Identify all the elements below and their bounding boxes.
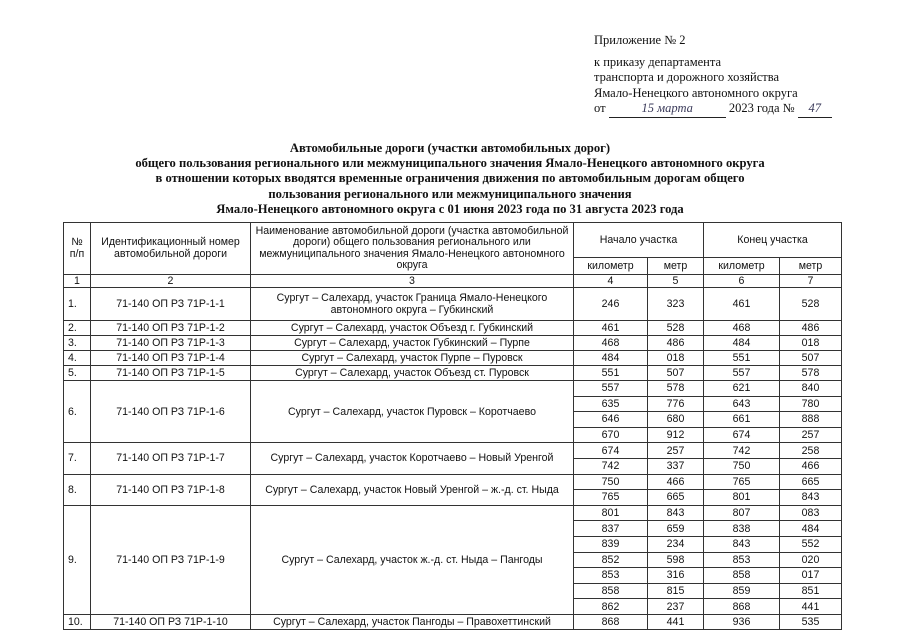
column-number: 6 bbox=[704, 275, 780, 288]
appendix-block bbox=[594, 33, 832, 118]
road-id: 71-140 ОП РЗ 71Р-1-10 bbox=[91, 614, 251, 629]
start-m: 815 bbox=[648, 583, 704, 599]
start-km: 839 bbox=[574, 536, 648, 552]
end-km: 742 bbox=[704, 443, 780, 459]
start-km: 858 bbox=[574, 583, 648, 599]
end-km: 661 bbox=[704, 412, 780, 428]
heading-line: в отношении которых вводятся временные ограничения движения по автомобильным дорогам общего bbox=[155, 171, 745, 186]
start-m: 578 bbox=[648, 381, 704, 397]
start-km: 765 bbox=[574, 490, 648, 506]
start-m: 680 bbox=[648, 412, 704, 428]
row-number: 3. bbox=[64, 336, 91, 351]
road-name: Сургут – Салехард, участок Новый Уренгой – ж.-д. ст. Ныда bbox=[251, 474, 574, 505]
column-numbers-row bbox=[64, 275, 842, 288]
start-m: 323 bbox=[648, 288, 704, 321]
end-m: 528 bbox=[780, 288, 842, 321]
start-m: 486 bbox=[648, 336, 704, 351]
table-row bbox=[64, 336, 842, 351]
end-m: 507 bbox=[780, 351, 842, 366]
end-km: 551 bbox=[704, 351, 780, 366]
start-m: 257 bbox=[648, 443, 704, 459]
end-km: 621 bbox=[704, 381, 780, 397]
appendix-line: Ямало-Ненецкого автономного округа bbox=[594, 85, 798, 100]
start-km: 837 bbox=[574, 521, 648, 537]
table-header bbox=[64, 223, 842, 288]
end-m: 257 bbox=[780, 427, 842, 443]
start-m: 018 bbox=[648, 351, 704, 366]
start-m: 466 bbox=[648, 474, 704, 490]
end-km: 853 bbox=[704, 552, 780, 568]
start-km: 801 bbox=[574, 505, 648, 521]
start-m: 659 bbox=[648, 521, 704, 537]
end-m: 020 bbox=[780, 552, 842, 568]
road-id: 71-140 ОП РЗ 71Р-1-3 bbox=[91, 336, 251, 351]
end-m: 843 bbox=[780, 490, 842, 506]
start-km: 461 bbox=[574, 321, 648, 336]
end-km: 674 bbox=[704, 427, 780, 443]
end-m: 083 bbox=[780, 505, 842, 521]
start-km: 862 bbox=[574, 599, 648, 615]
header-start-km: километр bbox=[574, 258, 648, 275]
end-m: 441 bbox=[780, 599, 842, 615]
end-m: 552 bbox=[780, 536, 842, 552]
header-end-km: километр bbox=[704, 258, 780, 275]
end-km: 750 bbox=[704, 458, 780, 474]
heading-line: Ямало-Ненецкого автономного округа с 01 июня 2023 года по 31 августа 2023 года bbox=[216, 201, 684, 216]
start-km: 852 bbox=[574, 552, 648, 568]
column-number: 5 bbox=[648, 275, 704, 288]
appendix-title: Приложение № 2 bbox=[594, 33, 686, 47]
row-number: 1. bbox=[64, 288, 91, 321]
header-start: Начало участка bbox=[574, 223, 704, 258]
column-number: 4 bbox=[574, 275, 648, 288]
column-number: 3 bbox=[251, 275, 574, 288]
start-km: 557 bbox=[574, 381, 648, 397]
road-id: 71-140 ОП РЗ 71Р-1-5 bbox=[91, 366, 251, 381]
heading-line: Автомобильные дороги (участки автомобильных дорог) bbox=[289, 141, 611, 155]
end-km: 859 bbox=[704, 583, 780, 599]
end-m: 780 bbox=[780, 396, 842, 412]
start-m: 316 bbox=[648, 568, 704, 584]
row-number: 6. bbox=[64, 381, 91, 443]
start-m: 598 bbox=[648, 552, 704, 568]
road-id: 71-140 ОП РЗ 71Р-1-8 bbox=[91, 474, 251, 505]
header-end-m: метр bbox=[780, 258, 842, 275]
end-km: 843 bbox=[704, 536, 780, 552]
start-km: 853 bbox=[574, 568, 648, 584]
table-row bbox=[64, 288, 842, 321]
start-km: 246 bbox=[574, 288, 648, 321]
row-number: 10. bbox=[64, 614, 91, 629]
start-km: 742 bbox=[574, 458, 648, 474]
road-id: 71-140 ОП РЗ 71Р-1-7 bbox=[91, 443, 251, 474]
start-m: 441 bbox=[648, 614, 704, 629]
end-km: 468 bbox=[704, 321, 780, 336]
row-number: 2. bbox=[64, 321, 91, 336]
end-m: 018 bbox=[780, 336, 842, 351]
handwritten-order-number: 47 bbox=[798, 101, 832, 118]
end-km: 643 bbox=[704, 396, 780, 412]
table-row bbox=[64, 381, 842, 397]
road-name: Сургут – Салехард, участок Губкинский – Пурпе bbox=[251, 336, 574, 351]
row-number: 5. bbox=[64, 366, 91, 381]
appendix-line: транспорта и дорожного хозяйства bbox=[594, 70, 780, 84]
table-row bbox=[64, 366, 842, 381]
road-id: 71-140 ОП РЗ 71Р-1-1 bbox=[91, 288, 251, 321]
header-id: Идентификационный номер автомобильной дороги bbox=[91, 223, 251, 275]
handwritten-date: 15 марта bbox=[609, 101, 726, 118]
start-km: 674 bbox=[574, 443, 648, 459]
header-end: Конец участка bbox=[704, 223, 842, 258]
start-m: 528 bbox=[648, 321, 704, 336]
table-row bbox=[64, 614, 842, 629]
year-text: 2023 года № bbox=[728, 101, 795, 115]
end-m: 665 bbox=[780, 474, 842, 490]
end-km: 807 bbox=[704, 505, 780, 521]
row-number: 9. bbox=[64, 505, 91, 614]
row-number: 7. bbox=[64, 443, 91, 474]
start-m: 776 bbox=[648, 396, 704, 412]
roads-table bbox=[63, 222, 842, 630]
start-km: 646 bbox=[574, 412, 648, 428]
column-number: 2 bbox=[91, 275, 251, 288]
road-name: Сургут – Салехард, участок Коротчаево – Новый Уренгой bbox=[251, 443, 574, 474]
header-num: № п/п bbox=[64, 223, 91, 275]
end-m: 851 bbox=[780, 583, 842, 599]
end-km: 868 bbox=[704, 599, 780, 615]
road-name: Сургут – Салехард, участок ж.-д. ст. Ныда – Пангоды bbox=[251, 505, 574, 614]
start-km: 468 bbox=[574, 336, 648, 351]
start-m: 843 bbox=[648, 505, 704, 521]
appendix-line: к приказу департамента bbox=[594, 54, 722, 69]
date-prefix: от bbox=[594, 101, 606, 115]
end-km: 858 bbox=[704, 568, 780, 584]
road-name: Сургут – Салехард, участок Граница Ямало-Ненецкого автономного округа – Губкинский bbox=[251, 288, 574, 321]
row-number: 8. bbox=[64, 474, 91, 505]
table-row bbox=[64, 443, 842, 459]
start-m: 337 bbox=[648, 458, 704, 474]
row-number: 4. bbox=[64, 351, 91, 366]
column-number: 1 bbox=[64, 275, 91, 288]
end-m: 466 bbox=[780, 458, 842, 474]
table-row bbox=[64, 321, 842, 336]
start-m: 234 bbox=[648, 536, 704, 552]
header-start-m: метр bbox=[648, 258, 704, 275]
road-name: Сургут – Салехард, участок Пангоды – Правохеттинский bbox=[251, 614, 574, 629]
document-heading bbox=[50, 141, 850, 217]
end-m: 578 bbox=[780, 366, 842, 381]
road-id: 71-140 ОП РЗ 71Р-1-9 bbox=[91, 505, 251, 614]
end-m: 484 bbox=[780, 521, 842, 537]
table-body bbox=[64, 288, 842, 630]
table-row bbox=[64, 505, 842, 521]
start-km: 868 bbox=[574, 614, 648, 629]
end-m: 017 bbox=[780, 568, 842, 584]
start-m: 912 bbox=[648, 427, 704, 443]
end-m: 535 bbox=[780, 614, 842, 629]
heading-line: пользования регионального или межмуниципального значения bbox=[268, 186, 632, 201]
road-id: 71-140 ОП РЗ 71Р-1-2 bbox=[91, 321, 251, 336]
end-km: 557 bbox=[704, 366, 780, 381]
table-row bbox=[64, 351, 842, 366]
end-m: 888 bbox=[780, 412, 842, 428]
end-km: 801 bbox=[704, 490, 780, 506]
start-m: 237 bbox=[648, 599, 704, 615]
end-km: 484 bbox=[704, 336, 780, 351]
start-km: 551 bbox=[574, 366, 648, 381]
end-km: 765 bbox=[704, 474, 780, 490]
road-name: Сургут – Салехард, участок Объезд ст. Пуровск bbox=[251, 366, 574, 381]
start-km: 635 bbox=[574, 396, 648, 412]
table-row bbox=[64, 474, 842, 490]
road-name: Сургут – Салехард, участок Пурпе – Пуровск bbox=[251, 351, 574, 366]
start-km: 670 bbox=[574, 427, 648, 443]
end-m: 486 bbox=[780, 321, 842, 336]
start-km: 484 bbox=[574, 351, 648, 366]
end-km: 461 bbox=[704, 288, 780, 321]
end-km: 936 bbox=[704, 614, 780, 629]
road-id: 71-140 ОП РЗ 71Р-1-4 bbox=[91, 351, 251, 366]
heading-line: общего пользования регионального или межмуниципального значения Ямало-Ненецкого автономного округа bbox=[135, 156, 765, 171]
end-km: 838 bbox=[704, 521, 780, 537]
start-m: 507 bbox=[648, 366, 704, 381]
start-km: 750 bbox=[574, 474, 648, 490]
end-m: 258 bbox=[780, 443, 842, 459]
header-name: Наименование автомобильной дороги (участка автомобильной дороги) общего пользования регионального или межмуниципального значения Ямало-Ненецкого автономного округа bbox=[251, 223, 574, 275]
end-m: 840 bbox=[780, 381, 842, 397]
road-name: Сургут – Салехард, участок Объезд г. Губкинский bbox=[251, 321, 574, 336]
start-m: 665 bbox=[648, 490, 704, 506]
column-number: 7 bbox=[780, 275, 842, 288]
road-name: Сургут – Салехард, участок Пуровск – Коротчаево bbox=[251, 381, 574, 443]
road-id: 71-140 ОП РЗ 71Р-1-6 bbox=[91, 381, 251, 443]
appendix-date-line bbox=[594, 101, 832, 118]
